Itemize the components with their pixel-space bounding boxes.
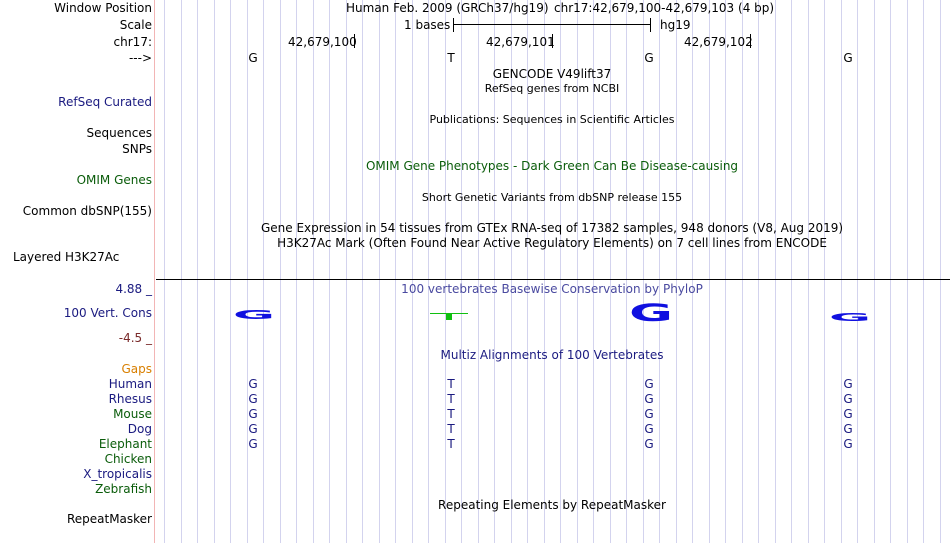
track-title-gtex[interactable]: Gene Expression in 54 tissues from GTEx RNA-seq of 17382 samples, 948 donors (V8, Aug 2019) xyxy=(260,221,844,235)
alignment-base-mouse-2: T xyxy=(447,407,455,421)
logo-letter-t-stem xyxy=(446,313,452,320)
track-title-repeatmasker[interactable]: Repeating Elements by RepeatMasker xyxy=(438,498,666,512)
label-gaps[interactable]: Gaps xyxy=(121,362,152,376)
ruler-tick-1 xyxy=(354,34,355,48)
gridline xyxy=(461,0,462,543)
alignment-base-rhesus-4: G xyxy=(843,392,853,406)
base-2: T xyxy=(447,51,455,65)
gridline xyxy=(362,0,363,543)
alignment-base-rhesus-3: G xyxy=(644,392,654,406)
gridline xyxy=(346,0,347,543)
track-title-multiz[interactable]: Multiz Alignments of 100 Vertebrates xyxy=(440,348,664,362)
gridline xyxy=(313,0,314,543)
base-4: G xyxy=(843,51,853,65)
alignment-base-elephant-4: G xyxy=(843,437,853,451)
label-species-rhesus[interactable]: Rhesus xyxy=(108,392,152,406)
gridline xyxy=(709,0,710,543)
ruler-label-3: 42,679,102 xyxy=(684,35,753,49)
label-chrom: chr17: xyxy=(113,35,152,49)
alignment-base-dog-3: G xyxy=(644,422,654,436)
label-layered-h3k27ac[interactable]: Layered H3K27Ac xyxy=(13,250,120,264)
ruler-tick-3 xyxy=(750,34,751,48)
gridline xyxy=(808,0,809,543)
gridline xyxy=(841,0,842,543)
track-title-omim[interactable]: OMIM Gene Phenotypes - Dark Green Can Be Disease-causing xyxy=(365,159,739,173)
gridline xyxy=(445,0,446,543)
gridline xyxy=(890,0,891,543)
svg-text:G: G xyxy=(629,302,673,322)
gridline xyxy=(676,0,677,543)
label-species-human[interactable]: Human xyxy=(108,377,152,391)
label-phylop-min: -4.5 _ xyxy=(118,331,152,345)
svg-text:G: G xyxy=(233,306,275,320)
gridline xyxy=(725,0,726,543)
assembly-name: Human Feb. 2009 (GRCh37/hg19) xyxy=(346,1,549,15)
label-window-position: Window Position xyxy=(54,1,152,15)
gridline xyxy=(247,0,248,543)
gridline xyxy=(395,0,396,543)
label-refseq-curated[interactable]: RefSeq Curated xyxy=(58,95,152,109)
alignment-base-mouse-1: G xyxy=(248,407,258,421)
label-species-chicken[interactable]: Chicken xyxy=(104,452,152,466)
alignment-base-human-1: G xyxy=(248,377,258,391)
scale-bases-label: 1 bases xyxy=(404,18,451,32)
alignment-base-human-3: G xyxy=(644,377,654,391)
gridline xyxy=(626,0,627,543)
alignment-base-elephant-3: G xyxy=(644,437,654,451)
label-omim-genes[interactable]: OMIM Genes xyxy=(76,173,152,187)
alignment-base-rhesus-1: G xyxy=(248,392,258,406)
alignment-base-elephant-2: T xyxy=(447,437,455,451)
logo-letter-g-1 xyxy=(232,306,276,320)
label-common-dbsnp[interactable]: Common dbSNP(155) xyxy=(22,204,152,218)
gridline xyxy=(791,0,792,543)
track-title-h3k27ac[interactable]: H3K27Ac Mark (Often Found Near Active Regulatory Elements) on 7 cell lines from ENCODE xyxy=(277,236,827,250)
gridline xyxy=(643,0,644,543)
gridline xyxy=(742,0,743,543)
logo-letter-g-2 xyxy=(628,302,674,322)
gridline xyxy=(940,0,941,543)
label-species-mouse[interactable]: Mouse xyxy=(113,407,152,421)
label-snps[interactable]: SNPs xyxy=(122,142,152,156)
base-1: G xyxy=(248,51,258,65)
alignment-base-mouse-4: G xyxy=(843,407,853,421)
gridline xyxy=(478,0,479,543)
track-title-dbsnp[interactable]: Short Genetic Variants from dbSNP release 155 xyxy=(421,191,683,204)
alignment-base-human-2: T xyxy=(447,377,455,391)
scale-assembly-label: hg19 xyxy=(660,18,691,32)
label-species-x-tropicalis[interactable]: X_tropicalis xyxy=(83,467,152,481)
track-title-phylop[interactable]: 100 vertebrates Basewise Conservation by PhyloP xyxy=(401,282,703,296)
label-repeatmasker[interactable]: RepeatMasker xyxy=(66,512,152,526)
section-divider xyxy=(156,279,950,280)
gridline xyxy=(692,0,693,543)
gridline xyxy=(874,0,875,543)
track-title-refseq[interactable]: RefSeq genes from NCBI xyxy=(484,82,620,95)
alignment-base-elephant-1: G xyxy=(248,437,258,451)
label-strand: ---> xyxy=(128,51,152,65)
ruler-tick-2 xyxy=(552,34,553,48)
gridline xyxy=(659,0,660,543)
label-species-dog[interactable]: Dog xyxy=(127,422,152,436)
gridline xyxy=(197,0,198,543)
track-title-publications[interactable]: Publications: Sequences in Scientific Articles xyxy=(429,113,675,126)
gridline xyxy=(164,0,165,543)
label-scale: Scale xyxy=(119,18,152,32)
ruler-label-2: 42,679,101 xyxy=(486,35,555,49)
base-3: G xyxy=(644,51,654,65)
gridline xyxy=(230,0,231,543)
gridline xyxy=(280,0,281,543)
alignment-base-mouse-3: G xyxy=(644,407,654,421)
label-species-elephant[interactable]: Elephant xyxy=(98,437,152,451)
alignment-base-dog-2: T xyxy=(447,422,455,436)
scale-bar xyxy=(453,18,651,32)
alignment-base-rhesus-2: T xyxy=(447,392,455,406)
label-sequences[interactable]: Sequences xyxy=(86,126,152,140)
window-position-value: chr17:42,679,100-42,679,103 (4 bp) xyxy=(554,1,775,15)
alignment-base-human-4: G xyxy=(843,377,853,391)
gridline xyxy=(775,0,776,543)
alignment-base-dog-4: G xyxy=(843,422,853,436)
svg-text:G: G xyxy=(829,313,871,322)
gridline xyxy=(857,0,858,543)
gridline xyxy=(428,0,429,543)
label-divider xyxy=(154,0,155,543)
track-title-gencode[interactable]: GENCODE V49lift37 xyxy=(492,67,612,81)
gridline xyxy=(296,0,297,543)
logo-letter-g-3 xyxy=(828,313,872,322)
label-phylop-max: 4.88 _ xyxy=(115,282,152,296)
gridline xyxy=(907,0,908,543)
gridline xyxy=(923,0,924,543)
ruler-label-1: 42,679,100 xyxy=(288,35,357,49)
gridline xyxy=(824,0,825,543)
gridline xyxy=(214,0,215,543)
gridline xyxy=(329,0,330,543)
gridline xyxy=(758,0,759,543)
alignment-base-dog-1: G xyxy=(248,422,258,436)
gridline xyxy=(181,0,182,543)
gridline xyxy=(412,0,413,543)
gridline xyxy=(379,0,380,543)
label-100-vert-cons[interactable]: 100 Vert. Cons xyxy=(63,306,152,320)
label-species-zebrafish[interactable]: Zebrafish xyxy=(95,482,152,496)
gridline xyxy=(263,0,264,543)
